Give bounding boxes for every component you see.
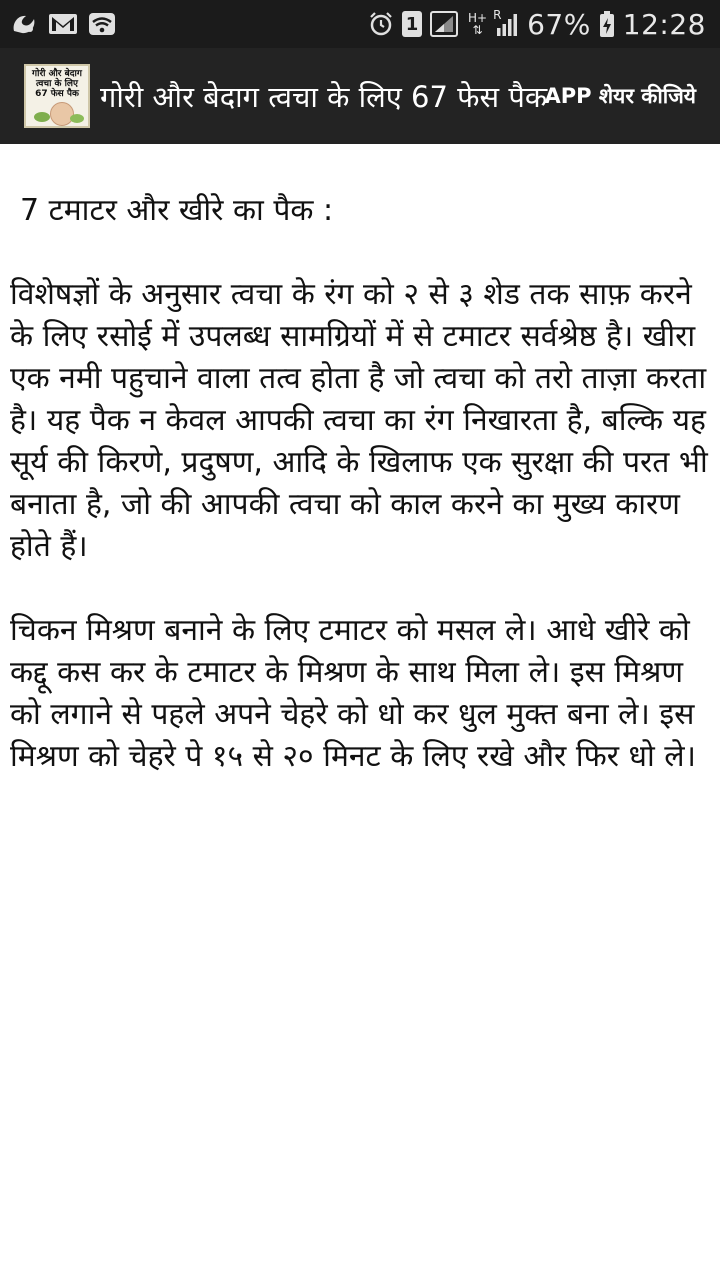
logo-leaf-image [34, 112, 50, 122]
signal-sim2-icon [493, 8, 519, 37]
app-title: गोरी और बेदाग त्वचा के लिए 67 फेस पैक [100, 79, 548, 114]
share-app-button[interactable]: APP शेयर कीजिये [544, 84, 696, 108]
network-type-icon [468, 12, 487, 36]
article-content [10, 190, 710, 820]
uc-browser-icon [10, 11, 38, 37]
logo-text-line-2: त्वचा के लिए [35, 79, 79, 89]
sim-1-label: 1 [405, 13, 419, 35]
system-icons [368, 8, 706, 41]
article-paragraph-2: चिकन मिश्रण बनाने के लिए टमाटर को मसल ले। आधे खीरे को कद्दू कस कर के टमाटर के मिश्रण के साथ मिला ले। इस मिश्रण को लगाने से पहले अपने चेहरे को धो कर धुल मुक्त बना ले। इस मिश्रण को चेहरे पे १५ से २० मिनट के लिए रखे और फिर धो ले। [10, 613, 697, 774]
gmail-icon [48, 12, 78, 36]
notification-icons [10, 11, 116, 37]
battery-charging-icon [599, 10, 615, 38]
app-bar [0, 48, 720, 144]
data-arrows-icon: ⇅ [472, 23, 483, 37]
logo-face-image [50, 102, 74, 126]
clock: 12:28 [622, 7, 706, 41]
logo-text-line-3: 67 फेस पैक [35, 89, 79, 99]
article-heading: 7 टमाटर और खीरे का पैक : [20, 193, 334, 228]
article-paragraph-1: विशेषज्ञों के अनुसार त्वचा के रंग को २ से ३ शेड तक साफ़ करने के लिए रसोई में उपलब्ध सामग्रियों में से टमाटर सर्वश्रेष्ठ है। खीरा एक नमी पहुचाने वाला तत्व होता है जो त्वचा को तरो ताज़ा करता है। यह पैक न केवल आपकी त्वचा का रंग निखारता है, बल्कि यह सूर्य की किरणे, प्रदुषण, आदि के खिलाफ एक सुरक्षा की परत भी बनाता है, जो की आपकी त्वचा को काल करने का मुख्य कारण होते हैं। [10, 277, 708, 564]
wifi-icon [88, 12, 116, 36]
sim-1-icon [402, 11, 422, 37]
roaming-label: R [493, 8, 502, 22]
status-bar [0, 0, 720, 48]
logo-leaf-image-2 [70, 114, 84, 123]
battery-percent: 67% [527, 7, 591, 41]
logo-text-line-1: गोरी और बेदाग [32, 69, 82, 79]
app-logo[interactable] [24, 64, 90, 128]
network-hplus-label: H+ [467, 11, 488, 25]
signal-sim1-icon [430, 11, 458, 37]
alarm-icon [368, 11, 394, 37]
